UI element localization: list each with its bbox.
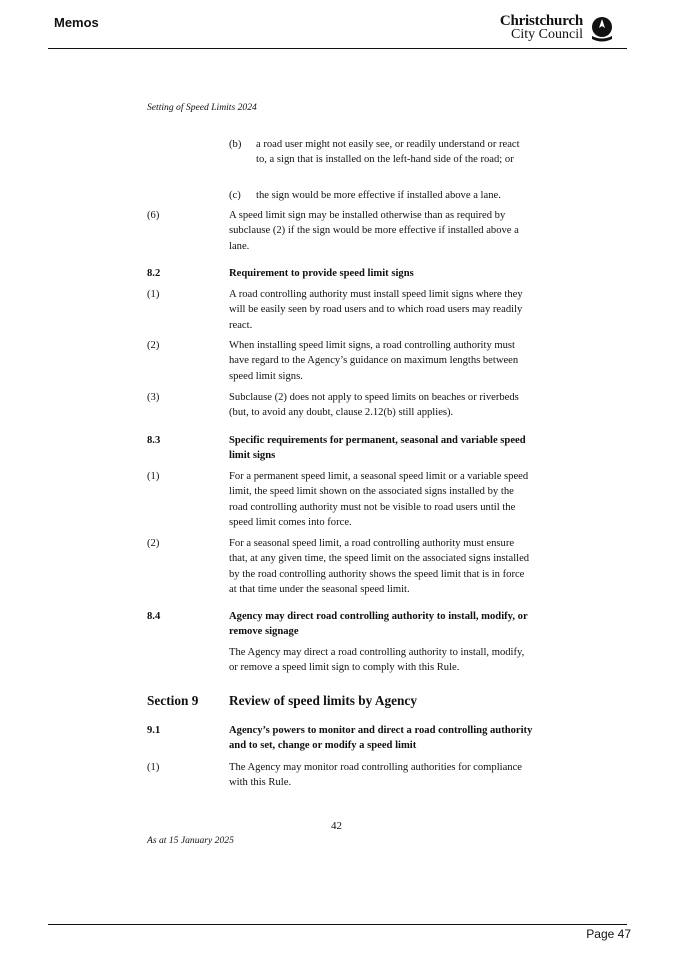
item-number: (2)	[147, 538, 160, 549]
document-page-number: 42	[331, 820, 342, 832]
item-text: A speed limit sign may be installed otherwise than as required by subclause (2) if the sign would be more effective if installed above a lane.	[229, 210, 519, 252]
item-number: (3)	[147, 392, 160, 403]
heading-text: Agency’s powers to monitor and direct a road controlling authority and to set, change or modify a speed limit	[229, 725, 533, 752]
cathedral-logo-icon	[589, 16, 615, 44]
item-text: The Agency may direct a road controlling authority to install, modify, or remove a speed limit sign to comply with this Rule.	[229, 647, 525, 674]
heading-text: Specific requirements for permanent, seasonal and variable speed limit signs	[229, 435, 526, 462]
item-number: (1)	[147, 289, 160, 300]
item-text: A road controlling authority must install speed limit signs where they will be easily seen by road users and to which road users may readily react.	[229, 289, 523, 331]
logo-line-1: Christchurch	[499, 13, 583, 29]
section-title: Review of speed limits by Agency	[229, 693, 417, 708]
heading-number: 8.2	[147, 268, 161, 279]
heading-number: 8.3	[147, 435, 161, 446]
item-number: (2)	[147, 340, 160, 351]
item-number: (1)	[147, 471, 160, 482]
item-text: a road user might not easily see, or readily understand or react to, a sign that is installed on the left-hand side of the road; or	[256, 139, 520, 166]
header-rule	[48, 48, 627, 49]
item-label: (b)	[229, 139, 242, 150]
item-text: Subclause (2) does not apply to speed limits on beaches or riverbeds (but, to avoid any doubt, clause 2.12(b) still applies).	[229, 392, 519, 419]
header-title: Memos	[54, 15, 99, 30]
item-text: The Agency may monitor road controlling authorities for compliance with this Rule.	[229, 762, 523, 789]
as-at-date: As at 15 January 2025	[147, 835, 234, 846]
item-text: the sign would be more effective if installed above a lane.	[256, 190, 501, 201]
item-number: (1)	[147, 762, 160, 773]
logo-line-2: City Council	[511, 27, 583, 42]
footer-page-label: Page 47	[586, 927, 631, 941]
item-number: (6)	[147, 210, 160, 221]
item-text: For a seasonal speed limit, a road controlling authority must ensure that, at any given time, the speed limit on the associated signs installed by the road controlling authority shows the speed limit that is in force at that time under the seasonal speed limit.	[229, 538, 530, 596]
council-logo	[500, 14, 583, 42]
item-text: When installing speed limit signs, a road controlling authority must have regard to the Agency’s guidance on maximum lengths between speed limit signs.	[229, 340, 519, 382]
item-label: (c)	[229, 190, 241, 201]
item-text: For a permanent speed limit, a seasonal speed limit or a variable speed limit, the speed limit shown on the associated signs installed by the road controlling authority must not be visible to road users until the speed limit comes into force.	[229, 471, 529, 529]
running-title: Setting of Speed Limits 2024	[147, 102, 257, 113]
section-number: Section 9	[147, 693, 199, 708]
heading-number: 9.1	[147, 725, 161, 736]
heading-text: Requirement to provide speed limit signs	[229, 268, 414, 279]
heading-number: 8.4	[147, 611, 161, 622]
footer-rule	[48, 924, 627, 925]
heading-text: Agency may direct road controlling authority to install, modify, or remove signage	[229, 611, 528, 638]
